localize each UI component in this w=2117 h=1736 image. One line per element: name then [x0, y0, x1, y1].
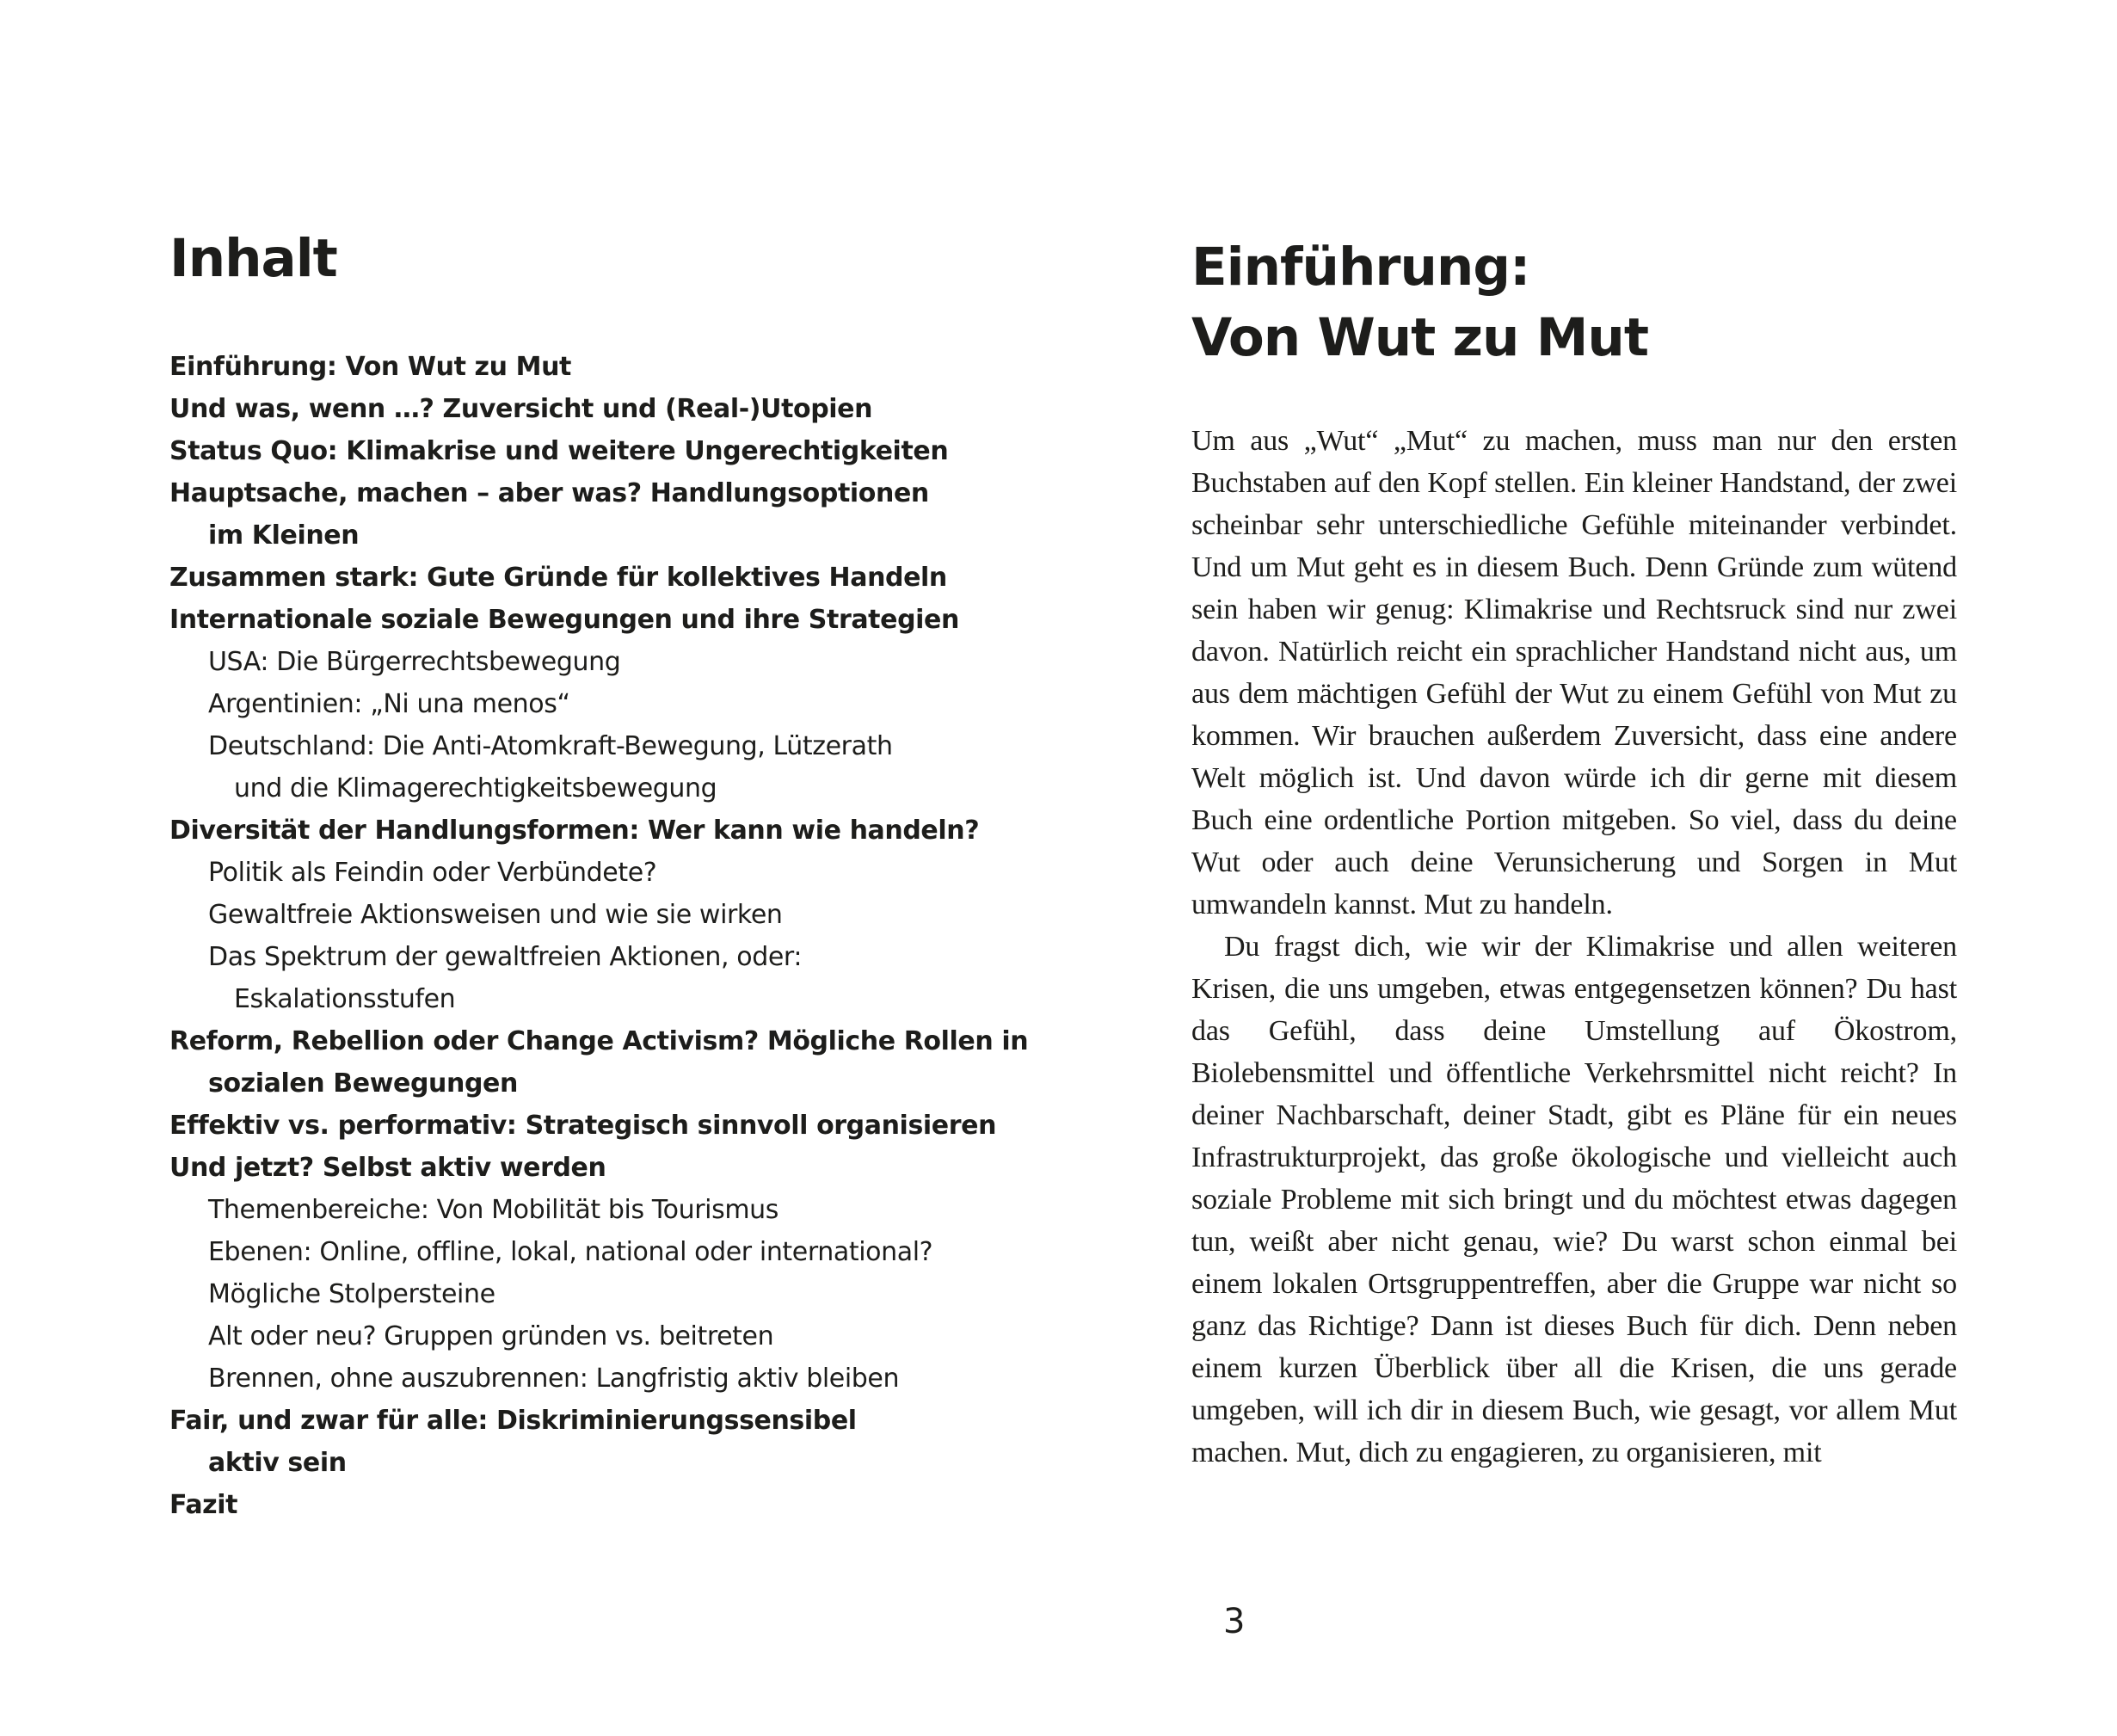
toc-entry-text: Politik als Feindin oder Verbündete?	[208, 858, 657, 888]
toc-entry-text: Fair, und zwar für alle: Diskriminierungssensibel	[169, 1406, 857, 1436]
toc-entry-text: Deutschland: Die Anti-Atomkraft-Bewegung, Lützerath	[208, 731, 893, 761]
toc-entry-text: Das Spektrum der gewaltfreien Aktionen, oder:	[208, 942, 803, 972]
toc-entry	[169, 430, 1030, 472]
toc-entry-text-continued: sozialen Bewegungen	[208, 1068, 518, 1099]
toc-entry-text-continued: Eskalationsstufen	[234, 984, 456, 1014]
toc-entry	[169, 557, 1030, 599]
toc-entry-text-continued: und die Klimagerechtigkeitsbewegung	[234, 773, 717, 803]
toc-entry	[169, 1189, 1030, 1231]
toc-entry-text: Status Quo: Klimakrise und weitere Ungerechtigkeiten	[169, 436, 949, 466]
toc-entry	[169, 1231, 1030, 1273]
chapter-title-line-2: Von Wut zu Mut	[1191, 307, 1649, 368]
toc-entry-text: Gewaltfreie Aktionsweisen und wie sie wirken	[208, 900, 783, 930]
toc-entry	[169, 725, 1030, 810]
toc-entry	[169, 472, 1030, 557]
toc-entry	[169, 1273, 1030, 1315]
toc-entry-text: Argentinien: „Ni una menos“	[208, 689, 570, 719]
toc-entry-text: Fazit	[169, 1490, 238, 1520]
toc-entry	[169, 1147, 1030, 1189]
toc-entry	[169, 852, 1030, 894]
toc-entry-text: Hauptsache, machen – aber was? Handlungsoptionen	[169, 478, 929, 508]
table-of-contents-page	[169, 228, 1030, 1520]
toc-entry	[169, 1315, 1030, 1357]
toc-entry-text: Brennen, ohne auszubrennen: Langfristig aktiv bleiben	[208, 1364, 900, 1394]
body-paragraph-1: Um aus „Wut“ „Mut“ zu machen, muss man nur den ersten Buchstaben auf den Kopf stellen. Ein kleiner Handstand, der zwei scheinbar sehr unterschiedliche Gefühle miteinander verbindet. Und um Mut geht es in diesem Buch. Denn Gründe zum wütend sein haben wir genug: Klimakrise und Rechtsruck sind nur zwei davon. Natürlich reicht ein sprachlicher Handstand nicht aus, um aus dem mächtigen Gefühl der Wut zu einem Gefühl von Mut zu kommen. Wir brauchen außerdem Zuversicht, dass eine andere Welt möglich ist. Und davon würde ich dir gerne mit diesem Buch eine ordentliche Portion mitgeben. So viel, dass du deine Wut oder auch deine Verunsicherung und Sorgen in Mut umwandeln kannst. Mut zu handeln.	[1191, 425, 1957, 920]
chapter-title-line-1: Einführung:	[1191, 237, 1530, 298]
toc-entry-text: Reform, Rebellion oder Change Activism? Mögliche Rollen in	[169, 1026, 1029, 1056]
toc-entry-text: Internationale soziale Bewegungen und ihre Strategien	[169, 605, 959, 635]
toc-entry	[169, 683, 1030, 725]
toc-entry-text: Mögliche Stolpersteine	[208, 1279, 495, 1309]
toc-entry	[169, 599, 1030, 641]
toc-entry-text: Und was, wenn …? Zuversicht und (Real-)Utopien	[169, 394, 873, 424]
toc-list	[169, 346, 1030, 1526]
toc-entry	[169, 810, 1030, 852]
toc-entry-text: Zusammen stark: Gute Gründe für kollektives Handeln	[169, 563, 947, 593]
page-number: 3	[1223, 1602, 1246, 1641]
toc-entry	[169, 1484, 1030, 1526]
toc-heading: Inhalt	[169, 228, 337, 289]
toc-entry-text-continued: im Kleinen	[208, 520, 360, 551]
toc-entry-text: Ebenen: Online, offline, lokal, national oder international?	[208, 1237, 933, 1267]
toc-entry	[169, 936, 1030, 1020]
toc-entry	[169, 1357, 1030, 1400]
toc-entry	[169, 1400, 1030, 1484]
chapter-body	[1191, 420, 1957, 1474]
toc-entry-text: Alt oder neu? Gruppen gründen vs. beitreten	[208, 1321, 774, 1351]
chapter-title	[1191, 232, 1957, 373]
toc-entry	[169, 388, 1030, 430]
toc-entry	[169, 641, 1030, 683]
toc-entry	[169, 1105, 1030, 1147]
toc-entry-text: USA: Die Bürgerrechtsbewegung	[208, 647, 621, 677]
toc-entry-text: Einführung: Von Wut zu Mut	[169, 352, 571, 382]
toc-entry	[169, 346, 1030, 388]
toc-entry-text-continued: aktiv sein	[208, 1448, 347, 1478]
toc-entry	[169, 894, 1030, 936]
toc-entry	[169, 1020, 1030, 1105]
toc-entry-text: Diversität der Handlungsformen: Wer kann wie handeln?	[169, 816, 980, 846]
chapter-page	[1191, 232, 1957, 1468]
toc-entry-text: Themenbereiche: Von Mobilität bis Tourismus	[208, 1195, 779, 1225]
toc-entry-text: Und jetzt? Selbst aktiv werden	[169, 1153, 606, 1183]
toc-entry-text: Effektiv vs. performativ: Strategisch sinnvoll organisieren	[169, 1111, 997, 1141]
body-paragraph-2: Du fragst dich, wie wir der Klimakrise und allen weiteren Krisen, die uns umgeben, etwas entgegensetzen können? Du hast das Gefühl, dass deine Umstellung auf Ökostrom, Biolebensmittel und öffentliche Verkehrsmittel nicht reicht? In deiner Nachbarschaft, deiner Stadt, gibt es Pläne für ein neues Infrastrukturprojekt, das große ökologische und vielleicht auch soziale Probleme mit sich bringt und du möchtest etwas dagegen tun, weißt aber nicht genau, wie? Du warst schon einmal bei einem lokalen Ortsgruppentreffen, aber die Gruppe war nicht so ganz das Richtige? Dann ist dieses Buch für dich. Denn neben einem kurzen Überblick über all die Krisen, die uns gerade umgeben, will ich dir in diesem Buch, wie gesagt, vor allem Mut machen. Mut, dich zu engagieren, zu organisieren, mit	[1191, 931, 1957, 1468]
